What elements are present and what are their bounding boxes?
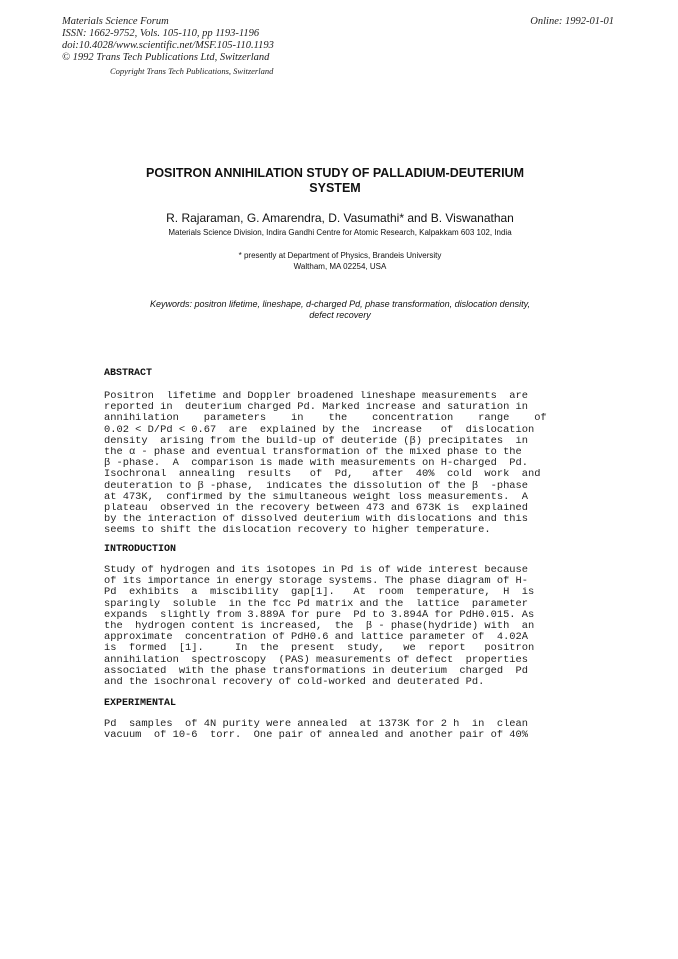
text-line: β -phase. A comparison is made with measurements on H-charged Pd.: [104, 458, 529, 470]
journal-issn: ISSN: 1662-9752, Vols. 105-110, pp 1193-1196: [62, 28, 260, 39]
text-line: reported in deuterium charged Pd. Marked increase and saturation in: [104, 402, 529, 414]
present-address: [140, 250, 540, 272]
text-line: of its importance in energy storage systems. The phase diagram of H-: [104, 576, 529, 588]
experimental-body: [104, 719, 550, 741]
text-line: expands slightly from 3.889Å for pure Pd to 3.894Å for PdH0.015. As: [104, 609, 535, 621]
publisher-copyright: Copyright Trans Tech Publications, Switzerland: [110, 66, 274, 76]
introduction-heading: INTRODUCTION: [104, 544, 177, 555]
text-line: density arising from the build-up of deuteride (β) precipitates in: [104, 435, 529, 447]
paper-title: [100, 166, 570, 196]
experimental-heading: EXPERIMENTAL: [104, 698, 177, 709]
journal-copyright: © 1992 Trans Tech Publications Ltd, Switzerland: [62, 52, 270, 63]
online-date: Online: 1992-01-01: [530, 16, 614, 27]
text-line: the α - phase and eventual transformation of the mixed phase to the: [104, 446, 522, 458]
text-line: 0.02 < D/Pd < 0.67 are explained by the increase of dislocation: [104, 424, 535, 436]
text-line: is formed [1]. In the present study, we report positron: [104, 643, 535, 655]
paper-affiliation: Materials Science Division, Indira Gandhi Centre for Atomic Research, Kalpakkam 603 102, India: [168, 228, 512, 237]
keywords-line: defect recovery: [309, 310, 371, 320]
journal-name: Materials Science Forum: [62, 16, 169, 27]
text-line: annihilation spectroscopy (PAS) measurements of defect properties: [104, 654, 529, 666]
text-line: Study of hydrogen and its isotopes in Pd is of wide interest because: [104, 565, 529, 576]
present-address-line: * presently at Department of Physics, Brandeis University: [238, 251, 442, 260]
journal-header: [62, 16, 274, 64]
keywords-line: Keywords: positron lifetime, lineshape, d-charged Pd, phase transformation, dislocation density,: [149, 299, 531, 309]
text-line: plateau observed in the recovery between 473 and 673K is explained: [104, 502, 529, 514]
paper-title-line: POSITRON ANNIHILATION STUDY OF PALLADIUM-DEUTERIUM: [146, 166, 524, 180]
abstract-body: [104, 391, 550, 536]
journal-doi: doi:10.4028/www.scientific.net/MSF.105-110.1193: [62, 40, 274, 51]
text-line: approximate concentration of PdH0.6 and lattice parameter of 4.02Å: [104, 632, 529, 644]
paper-title-line: SYSTEM: [309, 181, 361, 195]
keywords: [100, 299, 580, 321]
introduction-body: [104, 565, 550, 688]
text-line: Pd exhibits a miscibility gap[1]. At room temperature, H is: [104, 587, 535, 599]
text-line: the hydrogen content is increased, the β - phase(hydride) with an: [104, 620, 535, 632]
present-address-line: Waltham, MA 02254, USA: [293, 262, 387, 271]
text-line: by the interaction of dissolved deuterium with dislocations and this: [104, 514, 529, 526]
text-line: sparingly soluble in the fcc Pd matrix and the lattice parameter: [104, 598, 529, 610]
text-line: Isochronal annealing results of Pd, after 40% cold work and: [104, 469, 541, 481]
text-line: Pd samples of 4N purity were annealed at 1373K for 2 h in clean: [104, 719, 529, 730]
abstract-heading: ABSTRACT: [104, 368, 153, 379]
text-line: annihilation parameters in the concentration range of: [104, 413, 547, 425]
text-line: associated with the phase transformations in deuterium charged Pd: [104, 665, 529, 677]
paper-authors: R. Rajaraman, G. Amarendra, D. Vasumathi* and B. Viswanathan: [166, 211, 514, 225]
text-line: at 473K, confirmed by the simultaneous weight loss measurements. A: [104, 491, 529, 503]
text-line: vacuum of 10-6 torr. One pair of annealed and another pair of 40%: [104, 730, 529, 742]
text-line: seems to shift the dislocation recovery to higher temperature.: [104, 525, 491, 537]
text-line: Positron lifetime and Doppler broadened lineshape measurements are: [104, 391, 529, 402]
text-line: and the isochronal recovery of cold-worked and deuterated Pd.: [104, 676, 485, 688]
text-line: deuteration to β -phase, indicates the dissolution of the β -phase: [104, 480, 529, 492]
